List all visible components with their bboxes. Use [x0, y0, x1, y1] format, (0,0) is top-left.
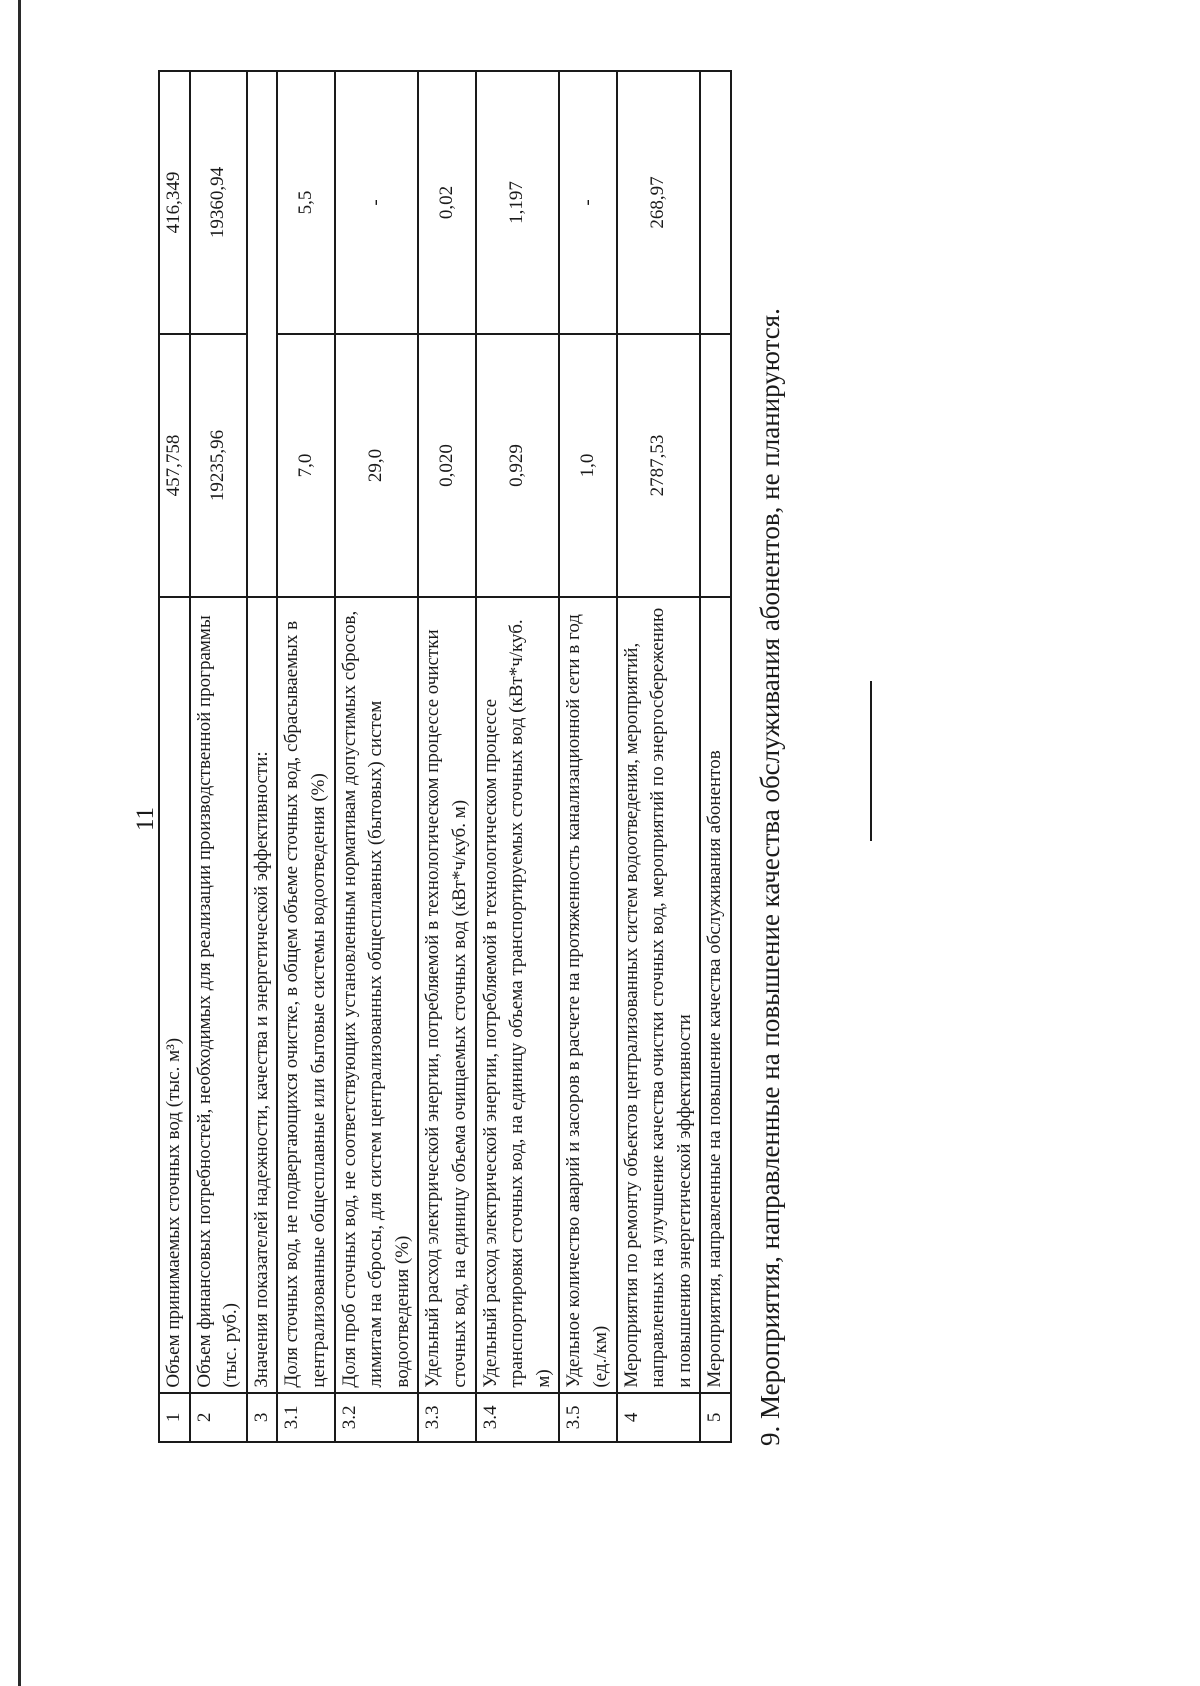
row-name: Значения показателей надежности, качества и энергетической эффективности:: [247, 597, 278, 1393]
table-row: [190, 71, 247, 1442]
row-number: 2: [190, 1393, 247, 1442]
table-row: [476, 71, 560, 1442]
value-year-2: -: [559, 71, 616, 334]
table-row: [559, 71, 616, 1442]
value-year-1: 2787,53: [617, 334, 701, 597]
page-number: 11: [132, 806, 159, 832]
value-year-1: [700, 334, 731, 597]
value-year-1: 7,0: [277, 334, 334, 597]
row-number: 5: [700, 1393, 731, 1442]
value-year-2: [700, 71, 731, 334]
row-name: Доля проб сточных вод, не соответствующих установленным нормативам допустимых сбросов, лимитам на сбросы, для систем централизованных общесплавных (бытовых) систем водоотведения (%): [335, 597, 419, 1393]
row-number: 1: [159, 1393, 190, 1442]
row-number: 3.1: [277, 1393, 334, 1442]
row-number: 3: [247, 1393, 278, 1442]
section-heading: 9. Мероприятия, направленные на повышение качества обслуживания абонентов, не планируются.: [755, 308, 785, 1446]
row-number: 3.4: [476, 1393, 560, 1442]
value-year-2: -: [335, 71, 419, 334]
row-name: Мероприятия, направленные на повышение качества обслуживания абонентов: [700, 597, 731, 1393]
value-year-2: 19360,94: [190, 71, 247, 334]
separator-line: [870, 681, 872, 841]
value-year-2: 268,97: [617, 71, 701, 334]
table-row: [617, 71, 701, 1442]
row-name: Объем принимаемых сточных вод (тыс. м³): [159, 597, 190, 1393]
row-number: 3.3: [418, 1393, 475, 1442]
row-number: 3.5: [559, 1393, 616, 1442]
row-name: Объем финансовых потребностей, необходимых для реализации производственной программы (тыс. руб.): [190, 597, 247, 1393]
row-number: 3.2: [335, 1393, 419, 1442]
table-row: [418, 71, 475, 1442]
table-row: [159, 71, 190, 1442]
table-row: [335, 71, 419, 1442]
value-year-1: [247, 334, 278, 597]
value-year-1: 29,0: [335, 334, 419, 597]
row-name: Доля сточных вод, не подвергающихся очистке, в общем объеме сточных вод, сбрасываемых в централизованные общесплавные или бытовые системы водоотведения (%): [277, 597, 334, 1393]
table-row: [700, 71, 731, 1442]
table-row: [277, 71, 334, 1442]
value-year-2: 0,02: [418, 71, 475, 334]
row-name: Удельный расход электрической энергии, потребляемой в технологическом процессе транспортировки сточных вод, на единицу объема транспортируемых сточных вод (кВт*ч/куб. м): [476, 597, 560, 1393]
value-year-2: [247, 71, 278, 334]
row-name: Удельное количество аварий и засоров в расчете на протяженность канализационной сети в год (ед./км): [559, 597, 616, 1393]
value-year-2: 1,197: [476, 71, 560, 334]
value-year-1: 1,0: [559, 334, 616, 597]
table-row: [247, 71, 278, 1442]
indicators-table: [158, 70, 732, 1443]
value-year-2: 416,349: [159, 71, 190, 334]
row-name: Удельный расход электрической энергии, потребляемой в технологическом процессе очистки сточных вод, на единицу объема очищаемых сточных вод (кВт*ч/куб. м): [418, 597, 475, 1393]
value-year-2: 5,5: [277, 71, 334, 334]
value-year-1: 19235,96: [190, 334, 247, 597]
value-year-1: 457,758: [159, 334, 190, 597]
row-number: 4: [617, 1393, 701, 1442]
value-year-1: 0,020: [418, 334, 475, 597]
value-year-1: 0,929: [476, 334, 560, 597]
row-name: Мероприятия по ремонту объектов централизованных систем водоотведения, мероприятий, направленных на улучшение качества очистки сточных вод, мероприятий по энергосбережению и повышению энергетической эффективности: [617, 597, 701, 1393]
